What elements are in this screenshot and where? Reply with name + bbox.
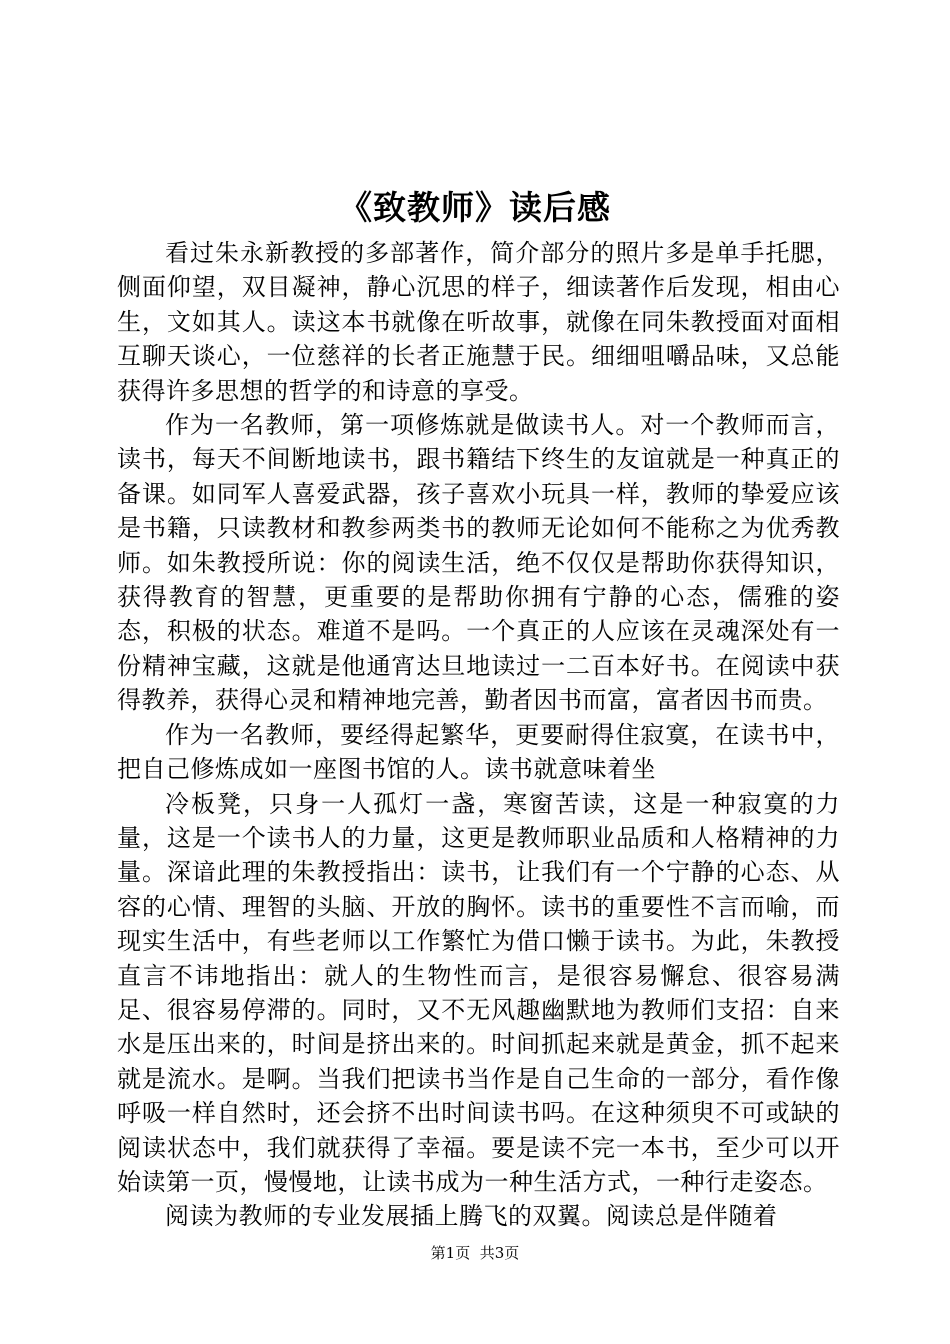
document-body — [117, 236, 840, 1234]
paragraph-4: 冷板凳，只身一人孤灯一盏，寒窗苦读，这是一种寂寞的力量，这是一个读书人的力量，这更是教师职业品质和人格精神的力量。深谙此理的朱教授指出：读书，让我们有一个宁静的心态、从容的心情、理智的头脑、开放的胸怀。读书的重要性不言而喻，而现实生活中，有些老师以工作繁忙为借口懒于读书。为此，朱教授直言不讳地指出：就人的生物性而言，是很容易懈怠、很容易满足、很容易停滞的。同时，又不无风趣幽默地为教师们支招：自来水是压出来的，时间是挤出来的。时间抓起来就是黄金，抓不起来就是流水。是啊。当我们把读书当作是自己生命的一部分，看作像呼吸一样自然时，还会挤不出时间读书吗。在这种须臾不可或缺的阅读状态中，我们就获得了幸福。要是读不完一本书，至少可以开始读第一页，慢慢地，让读书成为一种生活方式，一种行走姿态。 — [117, 789, 840, 1196]
page-number: 第1页 — [430, 1244, 471, 1262]
paragraph-2: 作为一名教师，第一项修炼就是做读书人。对一个教师而言，读书，每天不间断地读书，跟书籍结下终生的友谊就是一种真正的备课。如同军人喜爱武器，孩子喜欢小玩具一样，教师的挚爱应该是书籍，只读教材和教参两类书的教师无论如何不能称之为优秀教师。如朱教授所说：你的阅读生活，绝不仅仅是帮助你获得知识，获得教育的智慧，更重要的是帮助你拥有宁静的心态，儒雅的姿态，积极的状态。难道不是吗。一个真正的人应该在灵魂深处有一份精神宝藏，这就是他通宵达旦地读过一二百本好书。在阅读中获得教养，获得心灵和精神地完善，勤者因书而富，富者因书而贵。 — [117, 411, 840, 715]
paragraph-5: 阅读为教师的专业发展插上腾飞的双翼。阅读总是伴随着 — [165, 1202, 778, 1231]
paragraph-3: 作为一名教师，要经得起繁华，更要耐得住寂寞，在读书中，把自己修炼成如一座图书馆的人。读书就意味着坐 — [117, 720, 840, 784]
paragraph-1: 看过朱永新教授的多部著作，简介部分的照片多是单手托腮，侧面仰望，双目凝神，静心沉思的样子，细读著作后发现，相由心生，文如其人。读这本书就像在听故事，就像在同朱教授面对面相互聊天谈心，一位慈祥的长者正施慧于民。细细咀嚼品味，又总能获得许多思想的哲学的和诗意的享受。 — [117, 239, 840, 405]
document-title: 《致教师》读后感 — [339, 188, 611, 227]
page-footer — [0, 1243, 950, 1263]
page-total: 共3页 — [479, 1244, 520, 1262]
